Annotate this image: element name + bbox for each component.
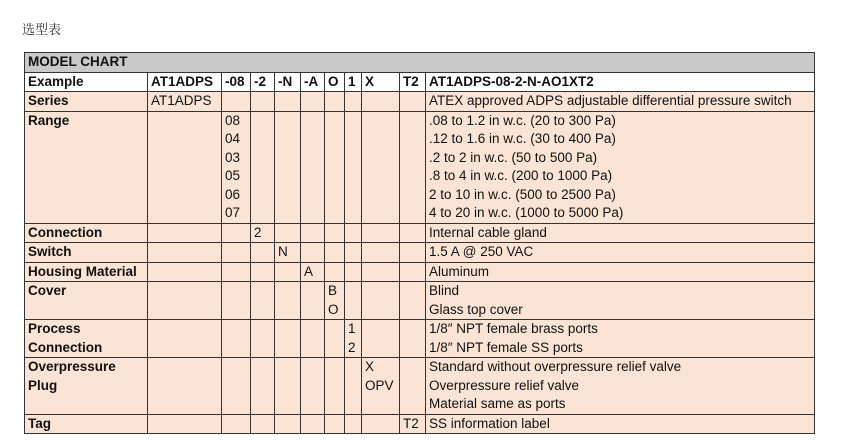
example-code: -A xyxy=(301,72,325,92)
option-code-cell xyxy=(275,223,301,243)
option-code-cell xyxy=(362,223,400,243)
option-code: 03 xyxy=(225,149,241,165)
option-code-cell xyxy=(325,358,345,415)
option-code-cell xyxy=(275,282,301,320)
option-code-cell xyxy=(222,282,251,320)
chart-title: MODEL CHART xyxy=(25,53,815,73)
option-description-line: Standard without overpressure relief valve xyxy=(429,359,682,374)
option-code: OPV xyxy=(365,377,394,393)
option-label-line: Connection xyxy=(28,339,103,355)
example-code: -08 xyxy=(222,72,251,92)
option-code-cell xyxy=(325,92,345,112)
option-code-cell xyxy=(222,223,251,243)
option-description-line: Overpressure relief valve xyxy=(429,377,580,393)
option-description xyxy=(426,92,815,112)
option-description xyxy=(426,262,815,282)
option-code-cell xyxy=(362,282,400,320)
option-description-line: .08 to 1.2 in w.c. (20 to 300 Pa) xyxy=(429,112,616,128)
option-code: 04 xyxy=(225,131,241,146)
option-code-cell xyxy=(301,320,325,358)
example-code: T2 xyxy=(400,72,426,92)
option-code-cell xyxy=(345,320,362,358)
example-code: O xyxy=(325,72,345,92)
option-row xyxy=(25,282,815,320)
option-code: T2 xyxy=(403,415,419,431)
option-code-cell xyxy=(275,358,301,415)
option-label xyxy=(25,223,148,243)
option-code-cell xyxy=(400,92,426,112)
option-code-cell xyxy=(362,111,400,223)
example-code: -2 xyxy=(251,72,275,92)
example-full-model: AT1ADPS-08-2-N-AO1XT2 xyxy=(426,72,815,92)
option-code-cell xyxy=(345,111,362,223)
option-code-cell xyxy=(222,262,251,282)
option-code-cell xyxy=(301,262,325,282)
option-label xyxy=(25,320,148,358)
option-code-cell xyxy=(301,92,325,112)
option-code-cell xyxy=(222,414,251,434)
example-code: 1 xyxy=(345,72,362,92)
option-description-line: Aluminum xyxy=(429,263,490,279)
option-code: B xyxy=(328,283,338,298)
option-code-cell xyxy=(301,282,325,320)
option-description-line: 1.5 A @ 250 VAC xyxy=(429,244,534,259)
option-code-cell xyxy=(362,92,400,112)
option-code-cell xyxy=(400,358,426,415)
option-description xyxy=(426,358,815,415)
option-code-cell xyxy=(301,358,325,415)
option-description-line: 1/8″ NPT female brass ports xyxy=(429,321,598,336)
option-code: 08 xyxy=(225,112,241,128)
model-chart-table xyxy=(24,52,815,434)
option-code-cell xyxy=(251,320,275,358)
option-description xyxy=(426,111,815,223)
option-code-cell xyxy=(148,262,222,282)
option-code: 05 xyxy=(225,168,241,183)
option-label-line: Overpressure xyxy=(28,359,116,374)
option-code-cell xyxy=(362,414,400,434)
option-code-cell xyxy=(148,282,222,320)
option-code-cell xyxy=(251,92,275,112)
option-code-cell xyxy=(275,92,301,112)
option-label-line: Process xyxy=(28,321,81,336)
option-code-cell xyxy=(251,111,275,223)
option-label-line: Series xyxy=(28,93,69,108)
page-title: 选型表 xyxy=(22,23,62,38)
option-code-cell xyxy=(251,262,275,282)
option-code-cell xyxy=(301,223,325,243)
option-label xyxy=(25,92,148,112)
option-code: O xyxy=(328,301,339,317)
option-row xyxy=(25,92,815,112)
option-code-cell xyxy=(275,262,301,282)
option-code-cell xyxy=(345,92,362,112)
option-code-cell xyxy=(251,358,275,415)
option-code-cell xyxy=(325,243,345,263)
option-code: 07 xyxy=(225,205,241,220)
option-code-cell xyxy=(222,111,251,223)
option-code-cell xyxy=(301,414,325,434)
option-code-cell xyxy=(222,92,251,112)
option-row xyxy=(25,358,815,415)
option-description-line: 4 to 20 in w.c. (1000 to 5000 Pa) xyxy=(429,205,624,220)
option-code: 06 xyxy=(225,186,241,202)
option-code-cell xyxy=(275,414,301,434)
option-code-cell xyxy=(251,243,275,263)
option-code-cell xyxy=(325,320,345,358)
option-code-cell xyxy=(325,111,345,223)
option-code-cell xyxy=(148,414,222,434)
example-code: AT1ADPS xyxy=(148,72,222,92)
option-description xyxy=(426,223,815,243)
option-row xyxy=(25,243,815,263)
option-description-line: 1/8″ NPT female SS ports xyxy=(429,339,583,355)
option-code-cell xyxy=(222,320,251,358)
option-code-cell xyxy=(345,243,362,263)
option-code-cell xyxy=(148,243,222,263)
example-code: X xyxy=(362,72,400,92)
option-code-cell xyxy=(345,262,362,282)
option-code-cell xyxy=(400,282,426,320)
option-code-cell xyxy=(301,243,325,263)
option-code-cell xyxy=(251,282,275,320)
option-code: AT1ADPS xyxy=(151,93,212,108)
option-description-line: Blind xyxy=(429,283,460,298)
option-label-line: Connection xyxy=(28,224,103,240)
option-code-cell xyxy=(400,320,426,358)
option-label xyxy=(25,358,148,415)
example-label: Example xyxy=(25,72,148,92)
option-description-line: .12 to 1.6 in w.c. (30 to 400 Pa) xyxy=(429,131,616,146)
option-label xyxy=(25,243,148,263)
option-row xyxy=(25,223,815,243)
option-row xyxy=(25,262,815,282)
option-code-cell xyxy=(345,358,362,415)
option-code-cell xyxy=(251,223,275,243)
option-row xyxy=(25,320,815,358)
option-label-line: Tag xyxy=(28,415,51,431)
option-code-cell xyxy=(222,243,251,263)
option-code-cell xyxy=(400,223,426,243)
option-row xyxy=(25,111,815,223)
option-description xyxy=(426,243,815,263)
option-code-cell xyxy=(325,223,345,243)
example-row xyxy=(25,72,815,92)
option-code-cell xyxy=(301,111,325,223)
option-code-cell xyxy=(345,223,362,243)
option-description-line: SS information label xyxy=(429,415,550,431)
option-description-line: .8 to 4 in w.c. (200 to 1000 Pa) xyxy=(429,168,613,183)
option-description-line: Glass top cover xyxy=(429,301,523,317)
chart-header-row xyxy=(25,53,815,73)
option-code-cell xyxy=(400,243,426,263)
option-label-line: Cover xyxy=(28,283,67,298)
option-code-cell xyxy=(325,414,345,434)
option-code-cell xyxy=(362,262,400,282)
option-code: X xyxy=(365,359,375,374)
option-label-line: Plug xyxy=(28,377,58,393)
option-code: 2 xyxy=(348,339,356,355)
option-code: 1 xyxy=(348,321,356,336)
option-description xyxy=(426,320,815,358)
option-code-cell xyxy=(275,243,301,263)
option-code-cell xyxy=(325,262,345,282)
option-description-line: 2 to 10 in w.c. (500 to 2500 Pa) xyxy=(429,186,616,202)
option-code-cell xyxy=(148,358,222,415)
option-code-cell xyxy=(148,223,222,243)
option-code-cell xyxy=(345,414,362,434)
option-label xyxy=(25,262,148,282)
option-description-line: ATEX approved ADPS adjustable differential pressure switch xyxy=(429,93,792,108)
option-code: A xyxy=(304,263,314,279)
option-label-line: Switch xyxy=(28,244,72,259)
option-code-cell xyxy=(148,320,222,358)
option-code-cell xyxy=(325,282,345,320)
option-description xyxy=(426,282,815,320)
option-code-cell xyxy=(222,358,251,415)
option-code-cell xyxy=(275,111,301,223)
option-code-cell xyxy=(148,92,222,112)
option-code-cell xyxy=(362,320,400,358)
option-code: N xyxy=(278,244,288,259)
option-code-cell xyxy=(251,414,275,434)
option-code-cell xyxy=(275,320,301,358)
option-label xyxy=(25,282,148,320)
option-code-cell xyxy=(148,111,222,223)
option-code-cell xyxy=(400,414,426,434)
option-description-line: Material same as ports xyxy=(429,396,566,411)
option-description xyxy=(426,414,815,434)
option-code-cell xyxy=(400,262,426,282)
option-code-cell xyxy=(362,243,400,263)
option-label-line: Range xyxy=(28,112,70,128)
option-code-cell xyxy=(362,358,400,415)
option-code-cell xyxy=(400,111,426,223)
option-code-cell xyxy=(345,282,362,320)
example-code: -N xyxy=(275,72,301,92)
option-label-line: Housing Material xyxy=(28,263,137,279)
option-label xyxy=(25,414,148,434)
option-row xyxy=(25,414,815,434)
option-label xyxy=(25,111,148,223)
option-description-line: .2 to 2 in w.c. (50 to 500 Pa) xyxy=(429,149,598,165)
option-code: 2 xyxy=(254,224,262,240)
option-description-line: Internal cable gland xyxy=(429,224,547,240)
